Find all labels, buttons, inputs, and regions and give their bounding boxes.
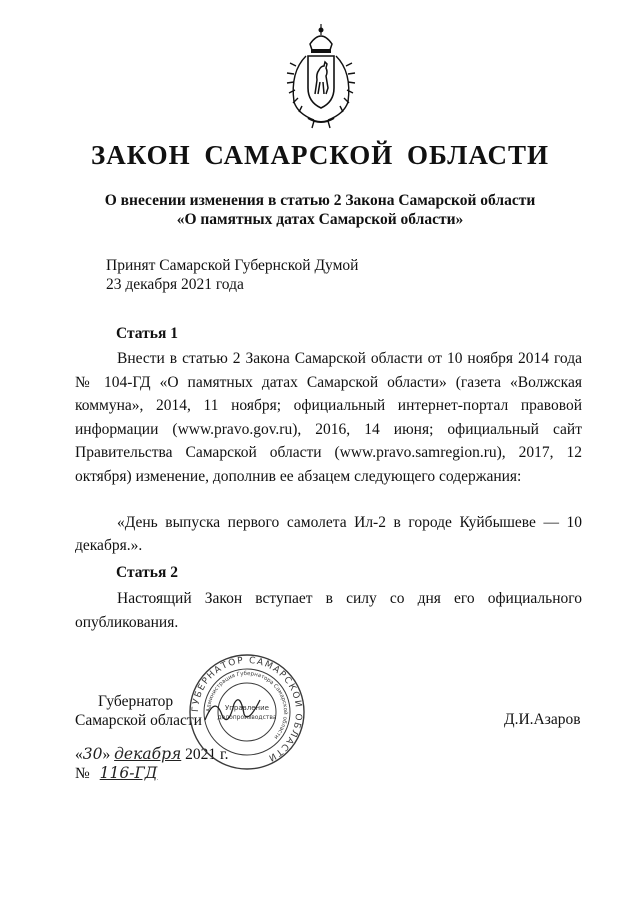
article-2-text: Настоящий Закон вступает в силу со дня его официального опубликования. [75, 590, 582, 631]
adoption-body: Принят Самарской Губернской Думой [106, 257, 359, 274]
law-subtitle [60, 191, 580, 229]
date-month: декабря [114, 745, 182, 763]
subtitle-line-2: «О памятных датах Самарской области» [176, 211, 464, 228]
article-2-heading: Статья 2 [116, 564, 178, 581]
date-day: 30 [82, 745, 103, 763]
date-quote-close: » [102, 746, 111, 763]
signatory-name: Д.И.Азаров [504, 711, 581, 728]
coat-of-arms-icon [284, 22, 358, 130]
signatory-region: Самарской области [75, 712, 202, 729]
article-1-quote: «День выпуска первого самолета Ил-2 в городе Куйбышеве — 10 декабря.». [75, 514, 582, 554]
subtitle-line-1: О внесении изменения в статью 2 Закона Самарской области [104, 192, 536, 209]
stamp-center-line-2: делопроизводства [217, 714, 277, 721]
law-number [75, 764, 163, 783]
stamp-outer-text: ГУБЕРНАТОР САМАРСКОЙ ОБЛАСТИ [190, 655, 304, 764]
stamp-center-line-1: Управление [225, 704, 269, 712]
stamp-inner-text: Администрация Губернатора Самарской области [205, 670, 289, 740]
signatory-title: Губернатор [98, 693, 174, 710]
handwritten-signature-icon [200, 690, 270, 730]
signatory-position [75, 692, 202, 730]
law-title: ЗАКОН САМАРСКОЙ ОБЛАСТИ [91, 140, 549, 170]
article-1-text: Внести в статью 2 Закона Самарской области от 10 ноября 2014 года № 104-ГД «О памятных датах Самарской области» (газета «Волжская коммуна», 2014, 11 ноября; официальный интернет-портал правовой информации (www.pravo.gov.ru), 2016, 14 июня; официальный сайт Правительства Самарской области (www.pravo.samregion.ru), 2017, 12 октября) изменение, дополнив ее абзацем следующего содержания: [75, 350, 582, 485]
article-1-heading: Статья 1 [116, 325, 178, 342]
date-year: 2021 г. [185, 746, 229, 763]
adoption-info [106, 257, 358, 294]
number-value: 116-ГД [99, 764, 158, 782]
date-quote-open: « [75, 746, 83, 763]
adoption-date: 23 декабря 2021 года [106, 275, 244, 293]
number-sign: № [75, 765, 90, 782]
